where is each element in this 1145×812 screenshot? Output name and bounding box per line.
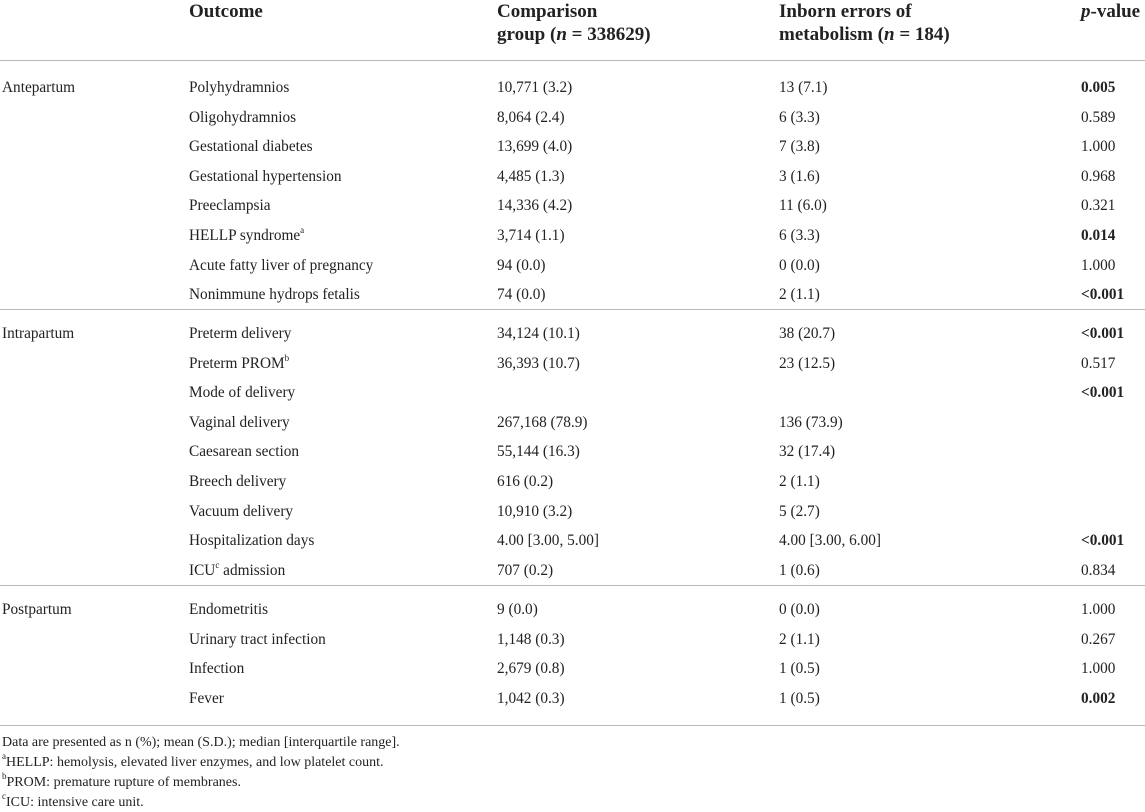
comparison-cell: 267,168 (78.9) [497,414,588,431]
iem-cell: 23 (12.5) [779,355,836,372]
header-comparison-line2: group (n = 338629) [497,24,651,45]
footnote-marker: a [2,751,6,762]
outcome-cell [189,224,305,245]
p-value-cell: <0.001 [1081,384,1125,401]
header-comparison-line1: Comparison [497,1,598,22]
header-rule [0,60,1145,61]
footnote-marker: c [2,791,6,802]
comparison-cell: 707 (0.2) [497,562,554,579]
outcome-cell [189,79,289,97]
header-iem-line1: Inborn errors of [779,1,912,22]
comparison-cell: 2,679 (0.8) [497,660,565,677]
footnote-text: HELLP: hemolysis, elevated liver enzymes, and low platelet count. [6,755,384,770]
iem-cell: 32 (17.4) [779,443,836,460]
outcome-text: Hospitalization days [189,532,315,549]
comparison-cell: 8,064 (2.4) [497,109,565,126]
outcome-text: Preeclampsia [189,197,271,214]
outcome-cell [189,414,290,432]
footnote [2,791,144,812]
iem-cell: 2 (1.1) [779,631,820,648]
iem-cell: 6 (3.3) [779,227,820,244]
p-value-cell: 0.267 [1081,631,1116,648]
outcome-cell [189,197,271,215]
section-rule [0,585,1145,586]
p-value-cell: 1.000 [1081,660,1116,677]
outcome-text: ICU [189,562,216,579]
comparison-cell: 1,148 (0.3) [497,631,565,648]
outcome-cell [189,631,326,649]
outcome-text: Vacuum delivery [189,503,294,520]
p-value-cell: 0.321 [1081,197,1116,214]
outcome-text: Acute fatty liver of pregnancy [189,257,374,274]
footnote-text: PROM: premature rupture of membranes. [6,775,241,790]
iem-cell: 5 (2.7) [779,503,820,520]
outcome-text: Caesarean section [189,443,299,460]
footnote [2,734,400,752]
comparison-cell: 55,144 (16.3) [497,443,580,460]
outcome-cell [189,168,342,186]
iem-cell: 136 (73.9) [779,414,843,431]
outcome-cell [189,109,296,127]
outcome-cell [189,286,360,304]
iem-cell: 0 (0.0) [779,601,820,618]
p-value-cell: <0.001 [1081,286,1125,303]
outcome-text: Preterm delivery [189,325,292,342]
header-iem-line2: metabolism (n = 184) [779,24,950,45]
outcome-text: Mode of delivery [189,384,296,401]
p-value-cell: 0.002 [1081,690,1116,707]
outcome-cell [189,690,224,708]
p-value-cell: 1.000 [1081,601,1116,618]
iem-cell: 2 (1.1) [779,473,820,490]
iem-cell: 1 (0.6) [779,562,820,579]
comparison-cell: 14,336 (4.2) [497,197,573,214]
p-value-cell: 0.014 [1081,227,1116,244]
iem-cell: 2 (1.1) [779,286,820,303]
comparison-cell: 4.00 [3.00, 5.00] [497,532,599,549]
iem-cell: 1 (0.5) [779,690,820,707]
p-value-cell: 0.968 [1081,168,1116,185]
footnote-marker: c [215,559,220,570]
iem-cell: 1 (0.5) [779,660,820,677]
comparison-cell: 34,124 (10.1) [497,325,580,342]
comparison-cell: 1,042 (0.3) [497,690,565,707]
outcome-text: Breech delivery [189,473,287,490]
header-p-value: p-value [1081,1,1141,22]
outcome-cell [189,138,313,156]
p-value-cell: 0.589 [1081,109,1116,126]
comparison-cell: 10,771 (3.2) [497,79,573,96]
iem-cell: 11 (6.0) [779,197,827,214]
outcome-text: Nonimmune hydrops fetalis [189,286,360,303]
footnote-marker: a [300,224,305,235]
comparison-cell: 4,485 (1.3) [497,168,565,185]
footnote-text: Data are presented as n (%); mean (S.D.); median [interquartile range]. [2,735,400,750]
outcome-cell [189,443,299,461]
footnote [2,751,384,772]
header-inborn-errors [779,0,950,46]
p-value-cell: 1.000 [1081,138,1116,155]
section-label: Intrapartum [2,325,75,342]
outcome-text: HELLP syndrome [189,227,301,244]
p-value-cell: <0.001 [1081,532,1125,549]
footnote-text: ICU: intensive care unit. [6,795,144,810]
section-rule [0,309,1145,310]
comparison-cell: 10,910 (3.2) [497,503,573,520]
outcome-cell [189,352,290,373]
outcome-text: Polyhydramnios [189,79,290,96]
p-value-cell: 0.834 [1081,562,1116,579]
outcome-cell [189,601,268,619]
section-rule [0,725,1145,726]
outcome-cell [189,559,286,580]
outcome-cell [189,532,314,550]
comparison-cell: 74 (0.0) [497,286,546,303]
iem-cell: 0 (0.0) [779,257,820,274]
comparison-cell: 9 (0.0) [497,601,538,618]
outcome-cell [189,503,293,521]
outcome-cell [189,325,291,343]
p-value-cell: 0.005 [1081,79,1116,96]
footnote-marker: b [284,352,290,363]
outcome-text: Fever [189,690,224,707]
outcome-text: Urinary tract infection [189,631,326,648]
outcome-text: Gestational diabetes [189,138,313,155]
comparison-cell: 3,714 (1.1) [497,227,565,244]
footnote-marker: b [2,771,7,782]
iem-cell: 13 (7.1) [779,79,828,96]
section-label: Postpartum [2,601,72,618]
outcome-text: Preterm PROM [189,355,285,372]
comparison-cell: 13,699 (4.0) [497,138,573,155]
header-comparison-group [497,0,651,46]
iem-cell: 6 (3.3) [779,109,820,126]
outcome-cell [189,257,373,275]
iem-cell: 4.00 [3.00, 6.00] [779,532,881,549]
iem-cell: 7 (3.8) [779,138,820,155]
p-value-cell: 1.000 [1081,257,1116,274]
outcome-text: Endometritis [189,601,269,618]
p-value-cell: <0.001 [1081,325,1125,342]
comparison-cell: 94 (0.0) [497,257,546,274]
iem-cell: 38 (20.7) [779,325,836,342]
outcome-cell [189,660,244,678]
outcome-text: Gestational hypertension [189,168,342,185]
footnote [2,771,241,792]
comparison-cell: 36,393 (10.7) [497,355,580,372]
p-value-cell: 0.517 [1081,355,1116,372]
outcome-text: Infection [189,660,245,677]
outcome-text: Oligohydramnios [189,109,297,126]
iem-cell: 3 (1.6) [779,168,820,185]
header-outcome: Outcome [189,1,263,22]
outcome-text: Vaginal delivery [189,414,290,431]
comparison-cell: 616 (0.2) [497,473,554,490]
section-label: Antepartum [2,79,76,96]
outcome-cell [189,384,295,402]
outcome-cell [189,473,286,491]
outcome-text-suffix: admission [219,562,286,579]
